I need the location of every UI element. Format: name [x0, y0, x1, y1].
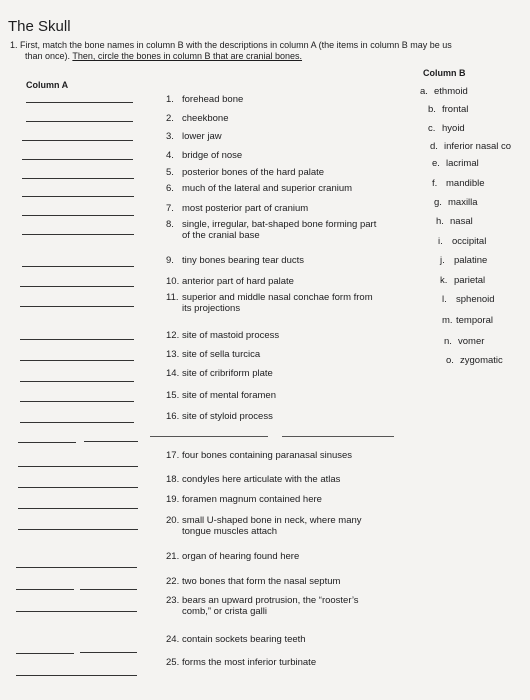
question-number: 5.: [166, 167, 174, 178]
question-number: 20.: [166, 515, 180, 526]
answer-blank[interactable]: [20, 339, 134, 340]
question-text: foramen magnum contained here: [182, 494, 322, 505]
bone-option-letter: a.: [420, 86, 428, 97]
instructions-line2: [10, 51, 452, 62]
question-number: 3.: [166, 131, 174, 142]
bone-option[interactable]: [444, 336, 484, 347]
question-text-continued: comb,” or crista galli: [182, 606, 267, 617]
question-text: superior and middle nasal conchae form from: [182, 292, 373, 303]
instructions: [10, 40, 452, 62]
bone-option-letter: b.: [428, 104, 436, 115]
question-text-continued: its projections: [182, 303, 241, 314]
question-item: [166, 292, 373, 314]
bone-option[interactable]: [420, 86, 468, 97]
question-number: 23.: [166, 595, 180, 606]
question-number: 21.: [166, 551, 180, 562]
question-text: two bones that form the nasal septum: [182, 576, 341, 587]
question-item: [166, 131, 222, 142]
question-number: 7.: [166, 203, 174, 214]
question-item: [166, 551, 299, 562]
question-item: [166, 276, 294, 287]
answer-blank[interactable]: [18, 466, 138, 467]
question-text: forehead bone: [182, 94, 244, 105]
question-text: site of mental foramen: [182, 390, 276, 401]
bone-option-letter: k.: [440, 275, 448, 286]
section-divider-left: [150, 436, 268, 437]
bone-option-name: zygomatic: [460, 355, 503, 366]
bone-option-letter: f.: [432, 178, 438, 189]
bone-option[interactable]: [434, 197, 478, 208]
bone-option-letter: o.: [446, 355, 454, 366]
answer-blank[interactable]: [20, 381, 134, 382]
question-text: much of the lateral and superior cranium: [182, 183, 353, 194]
question-item: [166, 219, 376, 241]
bone-option-letter: c.: [428, 123, 436, 134]
question-text: site of cribriform plate: [182, 368, 273, 379]
question-text: posterior bones of the hard palate: [182, 167, 325, 178]
question-text: bears an upward protrusion, the “rooster’s: [182, 595, 359, 606]
question-item: [166, 349, 260, 360]
answer-blank[interactable]: [18, 529, 138, 530]
question-text: lower jaw: [182, 131, 222, 142]
answer-blank[interactable]: [80, 589, 137, 590]
answer-blank[interactable]: [22, 178, 134, 179]
bone-option-letter: h.: [436, 216, 444, 227]
answer-blank[interactable]: [20, 422, 134, 423]
question-number: 24.: [166, 634, 180, 645]
question-number: 22.: [166, 576, 180, 587]
question-number: 11.: [166, 292, 179, 303]
bone-option[interactable]: [430, 141, 511, 152]
question-item: [166, 113, 228, 124]
bone-option[interactable]: [440, 275, 485, 286]
bone-option-letter: e.: [432, 158, 440, 169]
question-item: [166, 150, 242, 161]
bone-option-name: palatine: [454, 255, 488, 266]
answer-blank[interactable]: [20, 360, 134, 361]
question-number: 1.: [166, 94, 174, 105]
question-item: [166, 411, 273, 422]
question-text: cheekbone: [182, 113, 229, 124]
bone-option[interactable]: [442, 315, 493, 326]
question-text: site of sella turcica: [182, 349, 261, 360]
section-divider-right: [282, 436, 394, 437]
answer-blank[interactable]: [18, 487, 138, 488]
answer-blank[interactable]: [20, 286, 134, 287]
answer-blank[interactable]: [80, 652, 137, 653]
question-text: single, irregular, bat-shaped bone forming part: [182, 219, 377, 230]
bone-option-name: temporal: [456, 315, 493, 326]
bone-option[interactable]: [440, 255, 487, 266]
bone-option-name: parietal: [454, 275, 486, 286]
question-number: 14.: [166, 368, 180, 379]
question-number: 4.: [166, 150, 174, 161]
question-item: [166, 595, 359, 617]
question-text: bridge of nose: [182, 150, 243, 161]
answer-blank[interactable]: [18, 508, 138, 509]
question-number: 19.: [166, 494, 180, 505]
question-item: [166, 255, 304, 266]
answer-blank[interactable]: [16, 567, 137, 568]
bone-option-letter: j.: [440, 255, 445, 266]
question-number: 9.: [166, 255, 174, 266]
answer-blank[interactable]: [16, 653, 74, 654]
question-item: [166, 450, 352, 461]
bone-option[interactable]: [436, 216, 473, 227]
question-number: 25.: [166, 657, 180, 668]
instructions-line1: First, match the bone names in column B with the descriptions in column A (the items in column B may be us: [20, 40, 452, 50]
question-text: organ of hearing found here: [182, 551, 300, 562]
bone-option[interactable]: [438, 236, 486, 247]
question-item: [166, 474, 340, 485]
question-item: [166, 494, 322, 505]
bone-option[interactable]: [428, 123, 465, 134]
answer-blank[interactable]: [84, 441, 138, 442]
answer-blank[interactable]: [22, 215, 134, 216]
question-item: [166, 167, 324, 178]
bone-option-letter: g.: [434, 197, 442, 208]
question-item: [166, 368, 273, 379]
bone-option-name: inferior nasal co: [444, 141, 512, 152]
question-number: 10.: [166, 276, 180, 287]
question-item: [166, 203, 308, 214]
bone-option[interactable]: [428, 104, 468, 115]
bone-option-letter: d.: [430, 141, 438, 152]
question-text: tiny bones bearing tear ducts: [182, 255, 304, 266]
question-text: forms the most inferior turbinate: [182, 657, 317, 668]
answer-blank[interactable]: [20, 306, 134, 307]
question-text: anterior part of hard palate: [182, 276, 294, 287]
bone-option-name: hyoid: [442, 123, 465, 134]
bone-option-name: nasal: [450, 216, 473, 227]
answer-blank[interactable]: [22, 234, 134, 235]
instructions-line2-plain: than once).: [25, 51, 73, 61]
question-text: small U-shaped bone in neck, where many: [182, 515, 362, 526]
answer-blank[interactable]: [22, 140, 133, 141]
column-b-header: Column B: [423, 68, 466, 78]
answer-blank[interactable]: [16, 675, 137, 676]
bone-option-letter: i.: [438, 236, 443, 247]
question-number: 17.: [166, 450, 180, 461]
question-item: [166, 515, 362, 537]
answer-blank[interactable]: [16, 611, 137, 612]
question-number: 13.: [166, 349, 180, 360]
bone-option-letter: n.: [444, 336, 452, 347]
question-number: 16.: [166, 411, 180, 422]
question-text: condyles here articulate with the atlas: [182, 474, 341, 485]
question-number: 15.: [166, 390, 180, 401]
answer-blank[interactable]: [22, 159, 133, 160]
answer-blank[interactable]: [20, 401, 134, 402]
question-text-continued: of the cranial base: [182, 230, 260, 241]
question-number: 2.: [166, 113, 174, 124]
bone-option-name: sphenoid: [456, 294, 495, 305]
question-number: 6.: [166, 183, 174, 194]
bone-option-letter: m.: [442, 315, 453, 326]
bone-option-name: ethmoid: [434, 86, 468, 97]
answer-blank[interactable]: [18, 442, 76, 443]
question-text: site of mastoid process: [182, 330, 280, 341]
question-item: [166, 657, 316, 668]
question-text-continued: tongue muscles attach: [182, 526, 278, 537]
answer-blank[interactable]: [16, 589, 74, 590]
bone-option-name: frontal: [442, 104, 469, 115]
question-text: most posterior part of cranium: [182, 203, 309, 214]
instructions-line2-underlined: Then, circle the bones in column B that are cranial bones.: [72, 51, 303, 61]
question-number: 8.: [166, 219, 174, 230]
question-number: 12.: [166, 330, 180, 341]
question-number: 18.: [166, 474, 180, 485]
bone-option[interactable]: [432, 178, 485, 189]
bone-option-name: lacrimal: [446, 158, 479, 169]
answer-blank[interactable]: [22, 196, 134, 197]
bone-option-name: mandible: [446, 178, 485, 189]
bone-option[interactable]: [432, 158, 479, 169]
question-item: [166, 183, 352, 194]
bone-option[interactable]: [442, 294, 495, 305]
answer-blank[interactable]: [26, 102, 133, 103]
bone-option-name: maxilla: [448, 197, 478, 208]
question-item: [166, 576, 340, 587]
column-a-header: Column A: [26, 80, 69, 90]
bone-option-name: vomer: [458, 336, 485, 347]
answer-blank[interactable]: [26, 121, 133, 122]
question-text: contain sockets bearing teeth: [182, 634, 306, 645]
bone-option-letter: l.: [442, 294, 447, 305]
bone-option-name: occipital: [452, 236, 487, 247]
page-title: The Skull: [8, 18, 71, 35]
instructions-number: 1.: [10, 40, 18, 50]
question-item: [166, 390, 276, 401]
question-item: [166, 634, 306, 645]
question-item: [166, 94, 243, 105]
bone-option[interactable]: [446, 355, 503, 366]
question-text: four bones containing paranasal sinuses: [182, 450, 353, 461]
question-item: [166, 330, 279, 341]
answer-blank[interactable]: [22, 266, 134, 267]
question-text: site of styloid process: [182, 411, 273, 422]
